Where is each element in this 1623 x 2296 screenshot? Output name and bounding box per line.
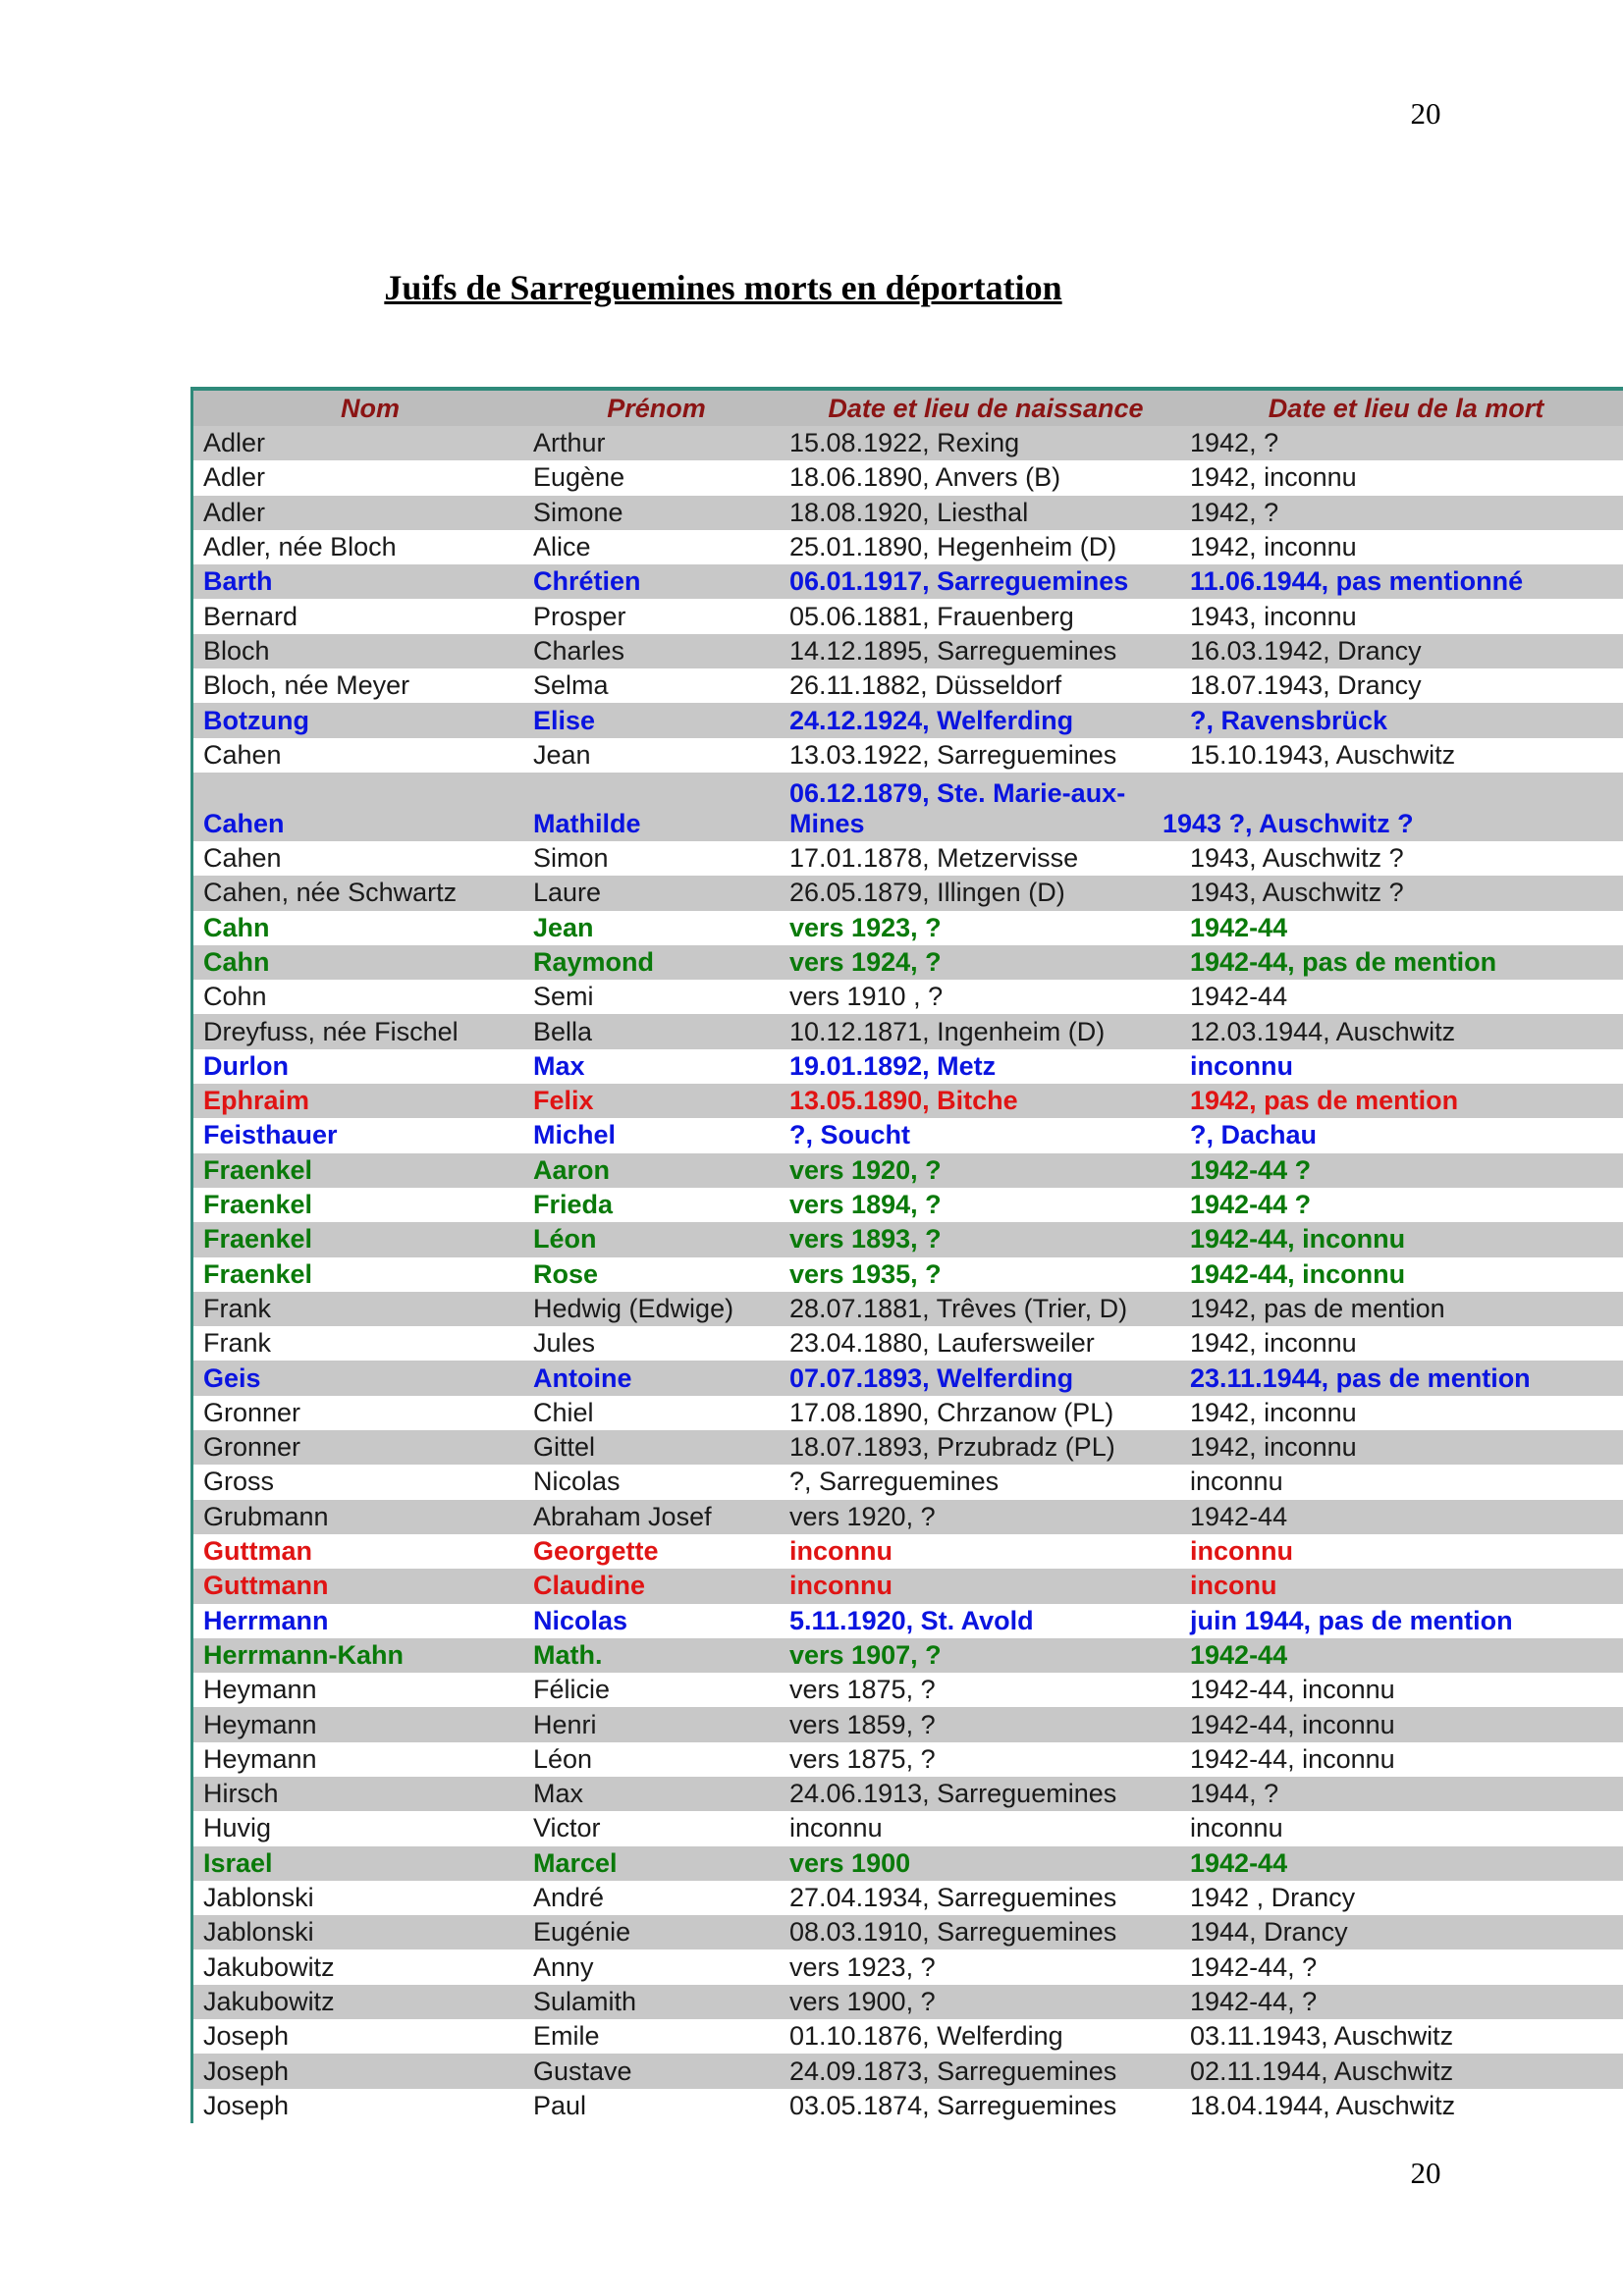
cell-naissance: vers 1900, ?	[789, 1986, 936, 2016]
cell-naissance: 17.01.1878, Metzervisse	[789, 843, 1079, 874]
cell-mort: 1942-44, ?	[1190, 1986, 1318, 2016]
cell-mort: ?, Ravensbrück	[1190, 705, 1388, 735]
cell-mort: ?, Dachau	[1190, 1120, 1318, 1150]
cell-nom: Heymann	[203, 1743, 317, 1774]
cell-nom: Cahn	[203, 947, 270, 977]
cell-mort: 1943, Auschwitz ?	[1190, 878, 1404, 908]
cell-prenom: Elise	[533, 705, 596, 735]
cell-mort: 1942-44, inconnu	[1190, 1258, 1406, 1289]
cell-naissance: 10.12.1871, Ingenheim (D)	[789, 1016, 1106, 1046]
cell-mort: 16.03.1942, Drancy	[1190, 635, 1422, 666]
cell-naissance: 18.06.1890, Anvers (B)	[789, 462, 1061, 493]
table-row	[193, 1707, 1623, 1741]
table-row	[193, 1257, 1623, 1292]
cell-nom: Bloch, née Meyer	[203, 670, 410, 701]
cell-prenom: Léon	[533, 1224, 597, 1255]
table-row	[193, 1534, 1623, 1569]
cell-nom: Bernard	[203, 601, 298, 631]
cell-prenom: Selma	[533, 670, 609, 701]
cell-mort: inconnu	[1190, 1467, 1283, 1497]
cell-prenom: Michel	[533, 1120, 617, 1150]
cell-nom: Heymann	[203, 1675, 317, 1705]
cell-naissance: 05.06.1881, Frauenberg	[789, 601, 1074, 631]
table-row	[193, 945, 1623, 980]
cell-prenom: Marcel	[533, 1847, 618, 1878]
cell-prenom: Prosper	[533, 601, 626, 631]
cell-nom: Durlon	[203, 1050, 289, 1081]
cell-naissance: 14.12.1895, Sarreguemines	[789, 635, 1117, 666]
cell-naissance: 5.11.1920, St. Avold	[789, 1605, 1034, 1635]
cell-prenom: Chiel	[533, 1397, 594, 1427]
cell-mort: 1943 ?, Auschwitz ?	[1163, 808, 1414, 838]
cell-prenom: Nicolas	[533, 1605, 628, 1635]
cell-naissance: vers 1935, ?	[789, 1258, 942, 1289]
cell-prenom: Gittel	[533, 1432, 596, 1463]
table-row	[193, 1222, 1623, 1256]
cell-mort: 1942 , Drancy	[1190, 1883, 1356, 1913]
cell-naissance: vers 1923, ?	[789, 1951, 936, 1982]
table-row	[193, 2089, 1623, 2123]
cell-prenom: Mathilde	[533, 808, 641, 838]
table-row	[193, 703, 1623, 737]
cell-mort: 1942, inconnu	[1190, 1397, 1357, 1427]
cell-mort: inconu	[1190, 1571, 1277, 1601]
table-row	[193, 1881, 1623, 1915]
cell-naissance: 17.08.1890, Chrzanow (PL)	[789, 1397, 1114, 1427]
cell-prenom: Nicolas	[533, 1467, 621, 1497]
header-nom: Nom	[341, 393, 400, 423]
cell-mort: inconnu	[1190, 1050, 1293, 1081]
cell-naissance: inconnu	[789, 1536, 893, 1567]
cell-naissance: vers 1920, ?	[789, 1154, 942, 1185]
cell-prenom: Felix	[533, 1086, 594, 1116]
cell-nom: Herrmann	[203, 1605, 329, 1635]
table-row	[193, 1084, 1623, 1118]
cell-naissance: 25.01.1890, Hegenheim (D)	[789, 532, 1117, 562]
table-row	[193, 1361, 1623, 1395]
cell-nom: Ephraim	[203, 1086, 310, 1116]
cell-mort: 1942, pas de mention	[1190, 1086, 1459, 1116]
cell-mort: 1942, inconnu	[1190, 532, 1357, 562]
cell-naissance: ?, Soucht	[789, 1120, 910, 1150]
cell-naissance: inconnu	[789, 1813, 883, 1843]
table-row	[193, 634, 1623, 668]
cell-prenom: Simon	[533, 843, 609, 874]
page-number-bottom: 20	[1410, 2156, 1441, 2190]
table-row	[193, 496, 1623, 530]
cell-naissance: 27.04.1934, Sarreguemines	[789, 1883, 1117, 1913]
cell-mort: 03.11.1943, Auschwitz	[1190, 2021, 1454, 2052]
cell-nom: Botzung	[203, 705, 309, 735]
cell-nom: Fraenkel	[203, 1190, 313, 1220]
cell-naissance: 18.07.1893, Przubradz (PL)	[789, 1432, 1115, 1463]
table-row	[193, 1396, 1623, 1430]
table-row	[193, 1949, 1623, 1984]
cell-nom: Fraenkel	[203, 1224, 313, 1255]
cell-prenom: Emile	[533, 2021, 600, 2052]
cell-mort: 1942-44, inconnu	[1190, 1743, 1395, 1774]
cell-mort: 1944, ?	[1190, 1779, 1279, 1809]
cell-mort: 18.04.1944, Auschwitz	[1190, 2090, 1456, 2120]
table-row	[193, 841, 1623, 876]
table-row	[193, 1292, 1623, 1326]
table-row	[193, 1777, 1623, 1811]
cell-nom: Cahen, née Schwartz	[203, 878, 458, 908]
cell-naissance: ?, Sarreguemines	[789, 1467, 1000, 1497]
cell-mort: 1942, inconnu	[1190, 1432, 1357, 1463]
cell-prenom: Eugène	[533, 462, 625, 493]
table-row	[193, 1604, 1623, 1638]
cell-mort: 1942, ?	[1190, 497, 1279, 527]
table-row	[193, 1500, 1623, 1534]
table-row	[193, 980, 1623, 1014]
header-prenom: Prénom	[607, 393, 706, 423]
cell-mort: 1942-44, inconnu	[1190, 1224, 1406, 1255]
table-row	[193, 599, 1623, 633]
cell-naissance: 06.01.1917, Sarreguemines	[789, 566, 1129, 597]
cell-naissance: vers 1875, ?	[789, 1675, 936, 1705]
cell-prenom: Eugénie	[533, 1917, 631, 1948]
cell-prenom: Antoine	[533, 1362, 632, 1393]
page-number-top: 20	[1410, 96, 1441, 131]
table-row	[193, 1985, 1623, 2019]
table-row	[193, 738, 1623, 773]
table-row	[193, 426, 1623, 460]
cell-naissance: 01.10.1876, Welferding	[789, 2021, 1063, 2052]
cell-mort: 1942-44	[1190, 982, 1288, 1012]
table-row	[193, 1014, 1623, 1048]
cell-nom: Gronner	[203, 1397, 301, 1427]
cell-nom: Frank	[203, 1328, 272, 1359]
cell-naissance: vers 1893, ?	[789, 1224, 942, 1255]
cell-prenom: Jean	[533, 912, 594, 942]
cell-nom: Barth	[203, 566, 273, 597]
cell-nom: Cahn	[203, 912, 270, 942]
cell-mort: 23.11.1944, pas de mention	[1190, 1362, 1531, 1393]
cell-nom: Cahen	[203, 808, 285, 838]
cell-naissance: 26.05.1879, Illingen (D)	[789, 878, 1065, 908]
cell-prenom: Frieda	[533, 1190, 614, 1220]
cell-naissance: 23.04.1880, Laufersweiler	[789, 1328, 1095, 1359]
cell-naissance: vers 1920, ?	[789, 1501, 936, 1531]
cell-nom: Bloch	[203, 635, 270, 666]
cell-nom: Jablonski	[203, 1883, 314, 1913]
table-row	[193, 911, 1623, 945]
cell-mort: 15.10.1943, Auschwitz	[1190, 739, 1456, 770]
cell-naissance: vers 1910 , ?	[789, 982, 944, 1012]
cell-mort: 1942-44 ?	[1190, 1190, 1312, 1220]
table-row	[193, 1915, 1623, 1949]
table-row	[193, 668, 1623, 703]
table-row	[193, 1049, 1623, 1084]
cell-prenom: Max	[533, 1779, 584, 1809]
table-row	[193, 564, 1623, 599]
table-row	[193, 1811, 1623, 1845]
cell-prenom: Arthur	[533, 428, 606, 458]
cell-mort: 1942-44, inconnu	[1190, 1675, 1395, 1705]
cell-mort: 1942, ?	[1190, 428, 1279, 458]
cell-naissance: 15.08.1922, Rexing	[789, 428, 1020, 458]
table-row	[193, 1326, 1623, 1361]
cell-prenom: Jules	[533, 1328, 596, 1359]
cell-mort: 1944, Drancy	[1190, 1917, 1348, 1948]
cell-naissance: 28.07.1881, Trêves (Trier, D)	[789, 1293, 1128, 1323]
cell-prenom: Claudine	[533, 1571, 646, 1601]
cell-prenom: Alice	[533, 532, 591, 562]
table-row	[193, 1673, 1623, 1707]
cell-prenom: Rose	[533, 1258, 599, 1289]
cell-nom: Joseph	[203, 2056, 290, 2086]
cell-naissance: vers 1894, ?	[789, 1190, 942, 1220]
cell-prenom: Raymond	[533, 947, 655, 977]
cell-nom: Cahen	[203, 843, 282, 874]
cell-mort: juin 1944, pas de mention	[1190, 1605, 1513, 1635]
cell-naissance: 13.05.1890, Bitche	[789, 1086, 1018, 1116]
cell-naissance: 03.05.1874, Sarreguemines	[789, 2090, 1117, 2120]
cell-naissance: 08.03.1910, Sarreguemines	[789, 1917, 1117, 1948]
cell-naissance: 24.06.1913, Sarreguemines	[789, 1779, 1117, 1809]
cell-naissance: 24.09.1873, Sarreguemines	[789, 2056, 1117, 2086]
cell-prenom: Laure	[533, 878, 602, 908]
cell-naissance: 06.12.1879, Ste. Marie-aux-Mines	[789, 777, 1126, 838]
table-body	[193, 426, 1623, 2123]
cell-nom: Gronner	[203, 1432, 301, 1463]
cell-naissance: vers 1875, ?	[789, 1743, 936, 1774]
cell-mort: 1942-44	[1190, 1847, 1288, 1878]
cell-prenom: Gustave	[533, 2056, 632, 2086]
cell-mort: 1942, inconnu	[1190, 462, 1357, 493]
cell-naissance: inconnu	[789, 1571, 893, 1601]
cell-nom: Jablonski	[203, 1917, 314, 1948]
cell-nom: Adler	[203, 462, 266, 493]
table-row	[193, 876, 1623, 910]
cell-nom: Joseph	[203, 2021, 290, 2052]
cell-nom: Fraenkel	[203, 1154, 313, 1185]
table-header	[193, 391, 1623, 426]
cell-mort: 18.07.1943, Drancy	[1190, 670, 1422, 701]
cell-mort: inconnu	[1190, 1813, 1283, 1843]
table-row	[193, 1465, 1623, 1499]
cell-nom: Huvig	[203, 1813, 272, 1843]
cell-naissance: vers 1923, ?	[789, 912, 942, 942]
cell-nom: Adler	[203, 428, 266, 458]
cell-naissance: vers 1859, ?	[789, 1709, 936, 1739]
table-row	[193, 1188, 1623, 1222]
cell-prenom: Max	[533, 1050, 585, 1081]
cell-prenom: Charles	[533, 635, 625, 666]
cell-nom: Joseph	[203, 2090, 290, 2120]
table-row	[193, 1846, 1623, 1881]
cell-prenom: Félicie	[533, 1675, 611, 1705]
cell-mort: 1942-44	[1190, 1501, 1288, 1531]
table-row	[193, 530, 1623, 564]
cell-prenom: Paul	[533, 2090, 587, 2120]
table-row	[193, 1569, 1623, 1603]
cell-naissance: 26.11.1882, Düsseldorf	[789, 670, 1062, 701]
header-naissance: Date et lieu de naissance	[828, 393, 1144, 423]
table-row	[193, 1153, 1623, 1188]
cell-nom: Feisthauer	[203, 1120, 338, 1150]
cell-nom: Herrmann-Kahn	[203, 1639, 405, 1670]
cell-mort: 1942-44, inconnu	[1190, 1709, 1395, 1739]
table-row	[193, 2019, 1623, 2054]
cell-prenom: Math.	[533, 1639, 603, 1670]
cell-mort: 1943, Auschwitz ?	[1190, 843, 1404, 874]
cell-nom: Grubmann	[203, 1501, 329, 1531]
cell-naissance: 19.01.1892, Metz	[789, 1050, 997, 1081]
cell-mort: 1943, inconnu	[1190, 601, 1357, 631]
table-row	[193, 460, 1623, 495]
cell-prenom: Jean	[533, 739, 591, 770]
cell-nom: Hirsch	[203, 1779, 279, 1809]
cell-nom: Frank	[203, 1293, 272, 1323]
cell-prenom: Hedwig (Edwige)	[533, 1293, 734, 1323]
cell-prenom: Anny	[533, 1951, 594, 1982]
cell-mort: 1942-44	[1190, 912, 1288, 942]
cell-mort: 11.06.1944, pas mentionné	[1190, 566, 1524, 597]
cell-prenom: Georgette	[533, 1536, 659, 1567]
cell-nom: Fraenkel	[203, 1258, 313, 1289]
cell-mort: 1942, inconnu	[1190, 1328, 1357, 1359]
cell-mort: 12.03.1944, Auschwitz	[1190, 1016, 1456, 1046]
cell-nom: Adler	[203, 497, 266, 527]
cell-nom: Guttmann	[203, 1571, 329, 1601]
cell-prenom: Léon	[533, 1743, 593, 1774]
cell-mort: 02.11.1944, Auschwitz	[1190, 2056, 1454, 2086]
cell-naissance: 07.07.1893, Welferding	[789, 1362, 1074, 1393]
table-row	[193, 1742, 1623, 1777]
deportation-table	[190, 387, 1623, 2123]
table-row	[193, 773, 1623, 841]
cell-nom: Israel	[203, 1847, 273, 1878]
cell-naissance: vers 1900	[789, 1847, 911, 1878]
cell-mort: 1942-44, pas de mention	[1190, 947, 1497, 977]
table-row	[193, 1118, 1623, 1152]
cell-mort: 1942, pas de mention	[1190, 1293, 1445, 1323]
header-mort: Date et lieu de la mort	[1268, 393, 1544, 423]
cell-prenom: Chrétien	[533, 566, 641, 597]
cell-naissance: vers 1907, ?	[789, 1639, 942, 1670]
cell-mort: 1942-44 ?	[1190, 1154, 1312, 1185]
cell-nom: Cohn	[203, 982, 267, 1012]
table-row	[193, 2054, 1623, 2088]
cell-prenom: Abraham Josef	[533, 1501, 712, 1531]
cell-naissance: 18.08.1920, Liesthal	[789, 497, 1029, 527]
cell-nom: Dreyfuss, née Fischel	[203, 1016, 459, 1046]
page-title: Juifs de Sarreguemines morts en déportation	[384, 268, 1062, 307]
cell-nom: Geis	[203, 1362, 261, 1393]
cell-mort: inconnu	[1190, 1536, 1293, 1567]
cell-prenom: Victor	[533, 1813, 601, 1843]
cell-naissance: vers 1924, ?	[789, 947, 942, 977]
cell-nom: Cahen	[203, 739, 282, 770]
cell-nom: Adler, née Bloch	[203, 532, 397, 562]
table-row	[193, 1638, 1623, 1673]
cell-nom: Jakubowitz	[203, 1986, 335, 2016]
cell-prenom: Simone	[533, 497, 623, 527]
cell-naissance: 13.03.1922, Sarreguemines	[789, 739, 1117, 770]
cell-prenom: André	[533, 1883, 605, 1913]
cell-mort: 1942-44	[1190, 1639, 1288, 1670]
cell-prenom: Henri	[533, 1709, 597, 1739]
cell-prenom: Bella	[533, 1016, 593, 1046]
table-row	[193, 1430, 1623, 1465]
cell-nom: Heymann	[203, 1709, 317, 1739]
cell-mort: 1942-44, ?	[1190, 1951, 1318, 1982]
cell-prenom: Aaron	[533, 1154, 611, 1185]
cell-prenom: Semi	[533, 982, 594, 1012]
cell-prenom: Sulamith	[533, 1986, 637, 2016]
cell-naissance: 24.12.1924, Welferding	[789, 705, 1074, 735]
cell-nom: Guttman	[203, 1536, 312, 1567]
cell-nom: Gross	[203, 1467, 275, 1497]
cell-nom: Jakubowitz	[203, 1951, 335, 1982]
